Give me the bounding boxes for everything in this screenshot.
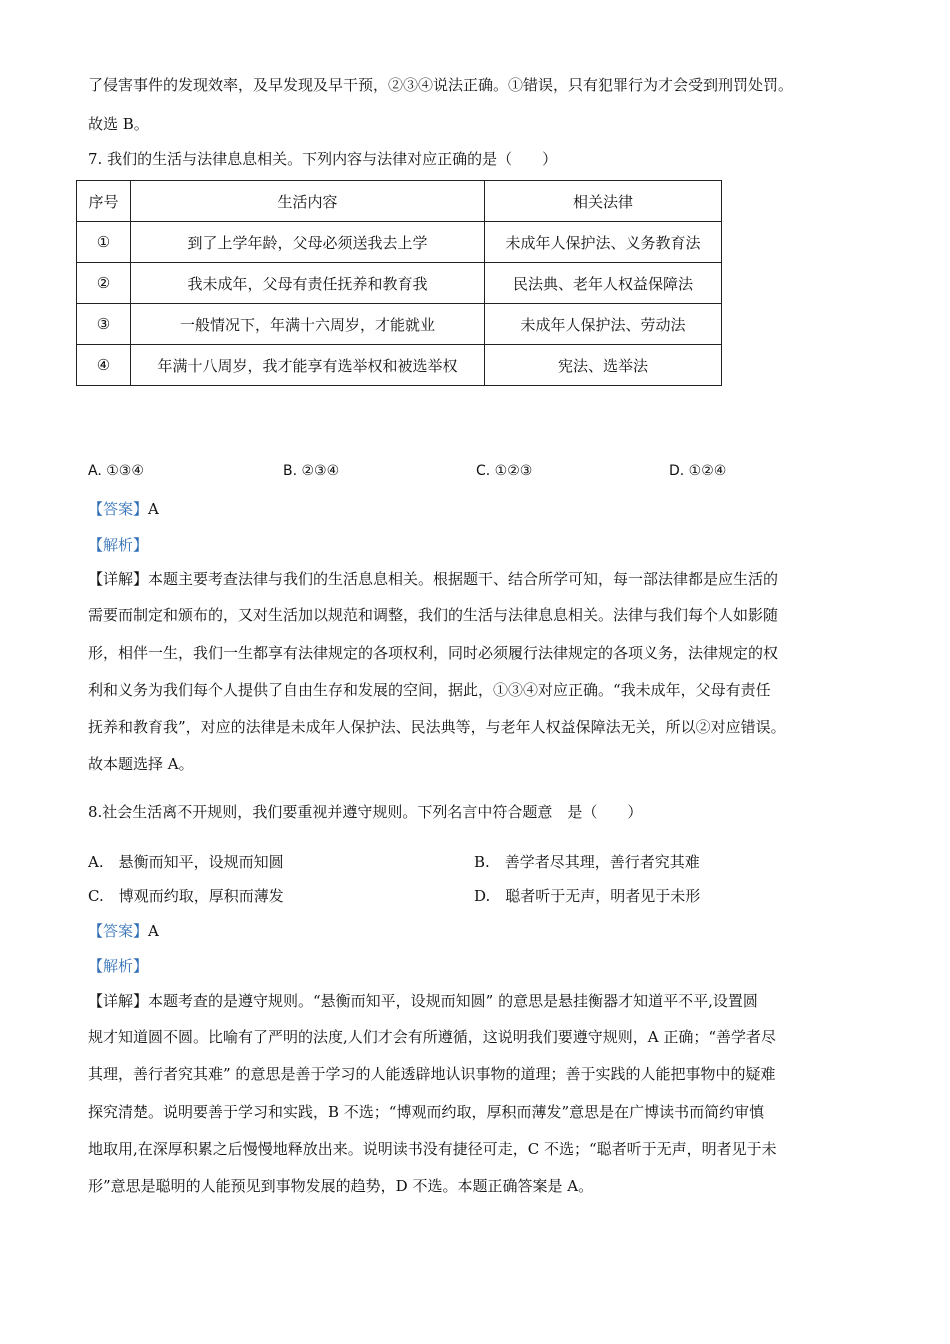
q7-analysis-label: 【解析】 — [88, 536, 149, 554]
q7-detail-line-2: 需要而制定和颁布的，又对生活加以规范和调整，我们的生活与法律息息相关。法律与我们每个人如影随 — [88, 606, 779, 624]
q7-detail-line-6: 故本题选择 A。 — [88, 755, 194, 773]
q7-detail-line-3: 形，相伴一生，我们一生都享有法律规定的各项权利，同时必须履行法律规定的各项义务，法律规定的权 — [88, 644, 779, 662]
q8-detail-text: 本题考查的是遵守规则。“悬衡而知平，设规而知圆” 的意思是悬挂衡器才知道平不平,设置圆 — [148, 992, 758, 1010]
q7-detail-label: 【详解】 — [88, 570, 149, 588]
row-index: ② — [77, 263, 131, 304]
q7-stem: 7. 我们的生活与法律息息相关。下列内容与法律对应正确的是（ ） — [88, 150, 558, 168]
row-law: 未成年人保护法、义务教育法 — [485, 222, 722, 263]
row-index: ④ — [77, 345, 131, 386]
q8-analysis — [88, 955, 148, 977]
q8-option-a: A. 悬衡而知平，设规而知圆 — [88, 853, 284, 871]
q7-answer — [88, 498, 159, 520]
q8-option-d: D. 聪者听于无声，明者见于未形 — [474, 887, 701, 905]
q8-detail-line-2: 规才知道圆不圆。比喻有了严明的法度,人们才会有所遵循，这说明我们要遵守规则，A 正确；“善学者尽 — [88, 1028, 777, 1046]
table-row — [77, 345, 722, 386]
q8-detail-line-3: 其理，善行者究其难” 的意思是善于学习的人能透辟地认识事物的道理；善于实践的人能把事物中的疑难 — [88, 1065, 776, 1083]
q7-option-b: B. ②③④ — [283, 463, 340, 479]
row-life: 我未成年，父母有责任抚养和教育我 — [131, 263, 485, 304]
row-index: ③ — [77, 304, 131, 345]
q7-detail-line-4: 利和义务为我们每个人提供了自由生存和发展的空间，据此，①③④对应正确。“我未成年，父母有责任 — [88, 681, 771, 699]
row-life: 年满十八周岁，我才能享有选举权和被选举权 — [131, 345, 485, 386]
row-law: 民法典、老年人权益保障法 — [485, 263, 722, 304]
q7-analysis — [88, 534, 148, 556]
q8-answer-value: A — [148, 922, 159, 940]
row-life: 一般情况下，年满十六周岁，才能就业 — [131, 304, 485, 345]
header-law: 相关法律 — [485, 181, 722, 222]
intro-line-1: 了侵害事件的发现效率，及早发现及早干预，②③④说法正确。①错误，只有犯罪行为才会受到刑罚处罚。 — [88, 76, 794, 94]
table-row — [77, 263, 722, 304]
q7-answer-value: A — [148, 500, 159, 518]
q8-detail-line-4: 探究清楚。说明要善于学习和实践，B 不选；“博观而约取，厚积而薄发”意思是在广博读书而简约审慎 — [88, 1103, 765, 1121]
q8-stem: 8.社会生活离不开规则，我们要重视并遵守规则。下列名言中符合题意 是（ ） — [88, 803, 643, 821]
row-law: 未成年人保护法、劳动法 — [485, 304, 722, 345]
row-law: 宪法、选举法 — [485, 345, 722, 386]
q8-detail-label: 【详解】 — [88, 992, 149, 1010]
intro-line-2: 故选 B。 — [88, 115, 149, 133]
q8-answer-label: 【答案】 — [88, 922, 149, 940]
q8-answer — [88, 920, 159, 942]
q8-option-c: C. 博观而约取，厚积而薄发 — [88, 887, 284, 905]
q8-detail-line-1 — [88, 990, 758, 1012]
table-row — [77, 304, 722, 345]
q8-option-b: B. 善学者尽其理，善行者究其难 — [474, 853, 700, 871]
q7-detail-line-5: 抚养和教育我”，对应的法律是未成年人保护法、民法典等，与老年人权益保障法无关，所以②对应错误。 — [88, 718, 786, 736]
q8-detail-line-6: 形”意思是聪明的人能预见到事物发展的趋势，D 不选。本题正确答案是 A。 — [88, 1177, 594, 1195]
table-row — [77, 222, 722, 263]
header-life: 生活内容 — [131, 181, 485, 222]
q8-detail-line-5: 地取用,在深厚积累之后慢慢地释放出来。说明读书没有捷径可走，C 不选；“聪者听于无声，明者见于未 — [88, 1140, 777, 1158]
q7-answer-label: 【答案】 — [88, 500, 149, 518]
q7-detail-line-1 — [88, 568, 778, 590]
q7-detail-text: 本题主要考查法律与我们的生活息息相关。根据题干、结合所学可知，每一部法律都是应生活的 — [148, 570, 779, 588]
table-header-row — [77, 181, 722, 222]
q7-option-d: D. ①②④ — [669, 463, 727, 479]
q7-option-a: A. ①③④ — [88, 463, 144, 479]
q7-option-c: C. ①②③ — [476, 463, 533, 479]
q8-analysis-label: 【解析】 — [88, 957, 149, 975]
q7-table — [76, 180, 722, 386]
row-life: 到了上学年龄，父母必须送我去上学 — [131, 222, 485, 263]
row-index: ① — [77, 222, 131, 263]
header-index: 序号 — [77, 181, 131, 222]
